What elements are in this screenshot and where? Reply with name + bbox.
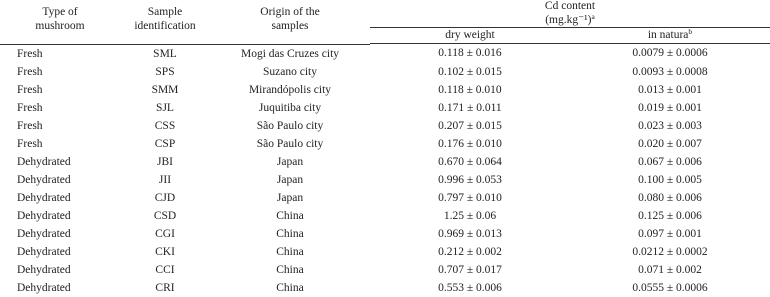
cell-dry-weight: 0.553 ± 0.006 <box>438 281 502 294</box>
header-sample-line2: identification <box>134 19 196 32</box>
cell-in-natura: 0.067 ± 0.006 <box>638 155 702 168</box>
cell-dry-weight: 0.707 ± 0.017 <box>438 263 502 276</box>
cell-dry-weight: 0.118 ± 0.010 <box>438 83 502 96</box>
cell-origin: São Paulo city <box>256 137 324 150</box>
table-row <box>0 189 770 207</box>
cell-sample-id: JII <box>158 173 172 186</box>
cell-sample-id: SPS <box>155 65 175 78</box>
cell-sample-id: CSS <box>154 119 176 132</box>
header-sample-identification <box>120 0 210 44</box>
table-body <box>0 44 770 297</box>
cell-in-natura: 0.013 ± 0.001 <box>638 83 702 96</box>
cell-sample-id: CGI <box>155 227 175 240</box>
cell-type: Fresh <box>17 47 43 60</box>
cell-in-natura: 0.0555 ± 0.0006 <box>632 281 708 294</box>
cell-sample-id: SJL <box>156 101 174 114</box>
footnote-marker-a: a <box>591 11 595 21</box>
cell-type: Fresh <box>17 83 43 96</box>
cell-type: Fresh <box>17 119 43 132</box>
header-cd-unit: (mg.kg⁻¹) <box>545 13 592 26</box>
table-row <box>0 207 770 225</box>
cell-in-natura: 0.097 ± 0.001 <box>638 227 702 240</box>
cell-dry-weight: 0.102 ± 0.015 <box>438 65 502 78</box>
cell-sample-id: SMM <box>151 83 179 96</box>
cell-dry-weight: 0.176 ± 0.010 <box>438 137 502 150</box>
cell-in-natura: 0.019 ± 0.001 <box>638 101 702 114</box>
cell-sample-id: CSD <box>153 209 177 222</box>
cell-origin: China <box>276 245 304 258</box>
header-cd-line1: Cd content <box>544 0 596 12</box>
cell-origin: Mogi das Cruzes city <box>240 47 340 60</box>
header-in-natura <box>570 28 770 44</box>
cell-type: Dehydrated <box>17 227 71 240</box>
cell-sample-id: JBI <box>157 155 173 168</box>
cell-in-natura: 0.080 ± 0.006 <box>638 191 702 204</box>
cell-in-natura: 0.023 ± 0.003 <box>638 119 702 132</box>
cell-sample-id: CJD <box>154 191 176 204</box>
table-row <box>0 81 770 99</box>
cell-sample-id: CSP <box>154 137 176 150</box>
cell-in-natura: 0.125 ± 0.006 <box>638 209 702 222</box>
cell-type: Dehydrated <box>17 191 71 204</box>
cell-dry-weight: 0.996 ± 0.053 <box>438 173 502 186</box>
cell-origin: Juquitiba city <box>258 101 322 114</box>
table-row <box>0 135 770 153</box>
cell-dry-weight: 0.969 ± 0.013 <box>438 227 502 240</box>
cell-dry-weight: 0.670 ± 0.064 <box>438 155 502 168</box>
header-cd-content <box>370 0 770 28</box>
cell-in-natura: 0.0093 ± 0.0008 <box>632 65 708 78</box>
table-row <box>0 243 770 261</box>
cell-dry-weight: 0.171 ± 0.011 <box>438 101 502 114</box>
cell-type: Dehydrated <box>17 245 71 258</box>
cell-type: Fresh <box>17 65 43 78</box>
cell-origin: Japan <box>276 155 304 168</box>
cell-sample-id: CRI <box>155 281 175 294</box>
cell-sample-id: SML <box>153 47 177 60</box>
header-origin-line1: Origin of the <box>260 6 320 18</box>
cell-in-natura: 0.100 ± 0.005 <box>638 173 702 186</box>
cell-dry-weight: 0.212 ± 0.002 <box>438 245 502 258</box>
header-origin-of-samples <box>210 0 370 44</box>
table-row <box>0 44 770 63</box>
cell-type: Dehydrated <box>17 263 71 276</box>
cell-origin: China <box>276 281 304 294</box>
header-origin-line2: samples <box>271 19 309 32</box>
cell-in-natura: 0.0212 ± 0.0002 <box>632 245 708 258</box>
cell-origin: Japan <box>276 173 304 186</box>
cell-type: Dehydrated <box>17 155 71 168</box>
header-type-of-mushroom <box>0 0 120 44</box>
table-row <box>0 63 770 81</box>
cell-type: Fresh <box>17 137 43 150</box>
cell-in-natura: 0.071 ± 0.002 <box>638 263 702 276</box>
header-cd-line2 <box>370 11 770 28</box>
header-sample-line1: Sample <box>147 6 183 18</box>
header-type-line2: mushroom <box>35 19 85 32</box>
cell-sample-id: CKI <box>155 245 175 258</box>
table-row <box>0 117 770 135</box>
cell-origin: Mirandópolis city <box>248 83 332 96</box>
cell-type: Dehydrated <box>17 209 71 222</box>
table-row <box>0 279 770 297</box>
footnote-marker-b: b <box>688 27 693 36</box>
cell-type: Dehydrated <box>17 173 71 186</box>
cell-origin: China <box>276 227 304 240</box>
cell-dry-weight: 0.797 ± 0.010 <box>438 191 502 204</box>
cell-sample-id: CCI <box>155 263 175 276</box>
header-type-line1: Type of <box>42 6 78 18</box>
table-row <box>0 171 770 189</box>
header-dry-weight: dry weight <box>370 28 570 44</box>
header-in-natura-label: in natura <box>647 29 689 41</box>
cell-dry-weight: 0.118 ± 0.016 <box>438 47 502 60</box>
table-row <box>0 153 770 171</box>
table-row <box>0 225 770 243</box>
cell-origin: China <box>276 209 304 222</box>
cell-origin: Suzano city <box>263 65 317 78</box>
table-row <box>0 99 770 117</box>
cell-origin: Japan <box>276 191 304 204</box>
cell-type: Dehydrated <box>17 281 71 294</box>
cell-dry-weight: 0.207 ± 0.015 <box>438 119 502 132</box>
cell-dry-weight: 1.25 ± 0.06 <box>443 209 497 222</box>
cell-in-natura: 0.020 ± 0.007 <box>638 137 702 150</box>
cell-origin: China <box>276 263 304 276</box>
table-row <box>0 261 770 279</box>
cell-in-natura: 0.0079 ± 0.0006 <box>632 47 708 60</box>
cell-origin: São Paulo city <box>256 119 324 132</box>
cell-type: Fresh <box>17 101 43 114</box>
